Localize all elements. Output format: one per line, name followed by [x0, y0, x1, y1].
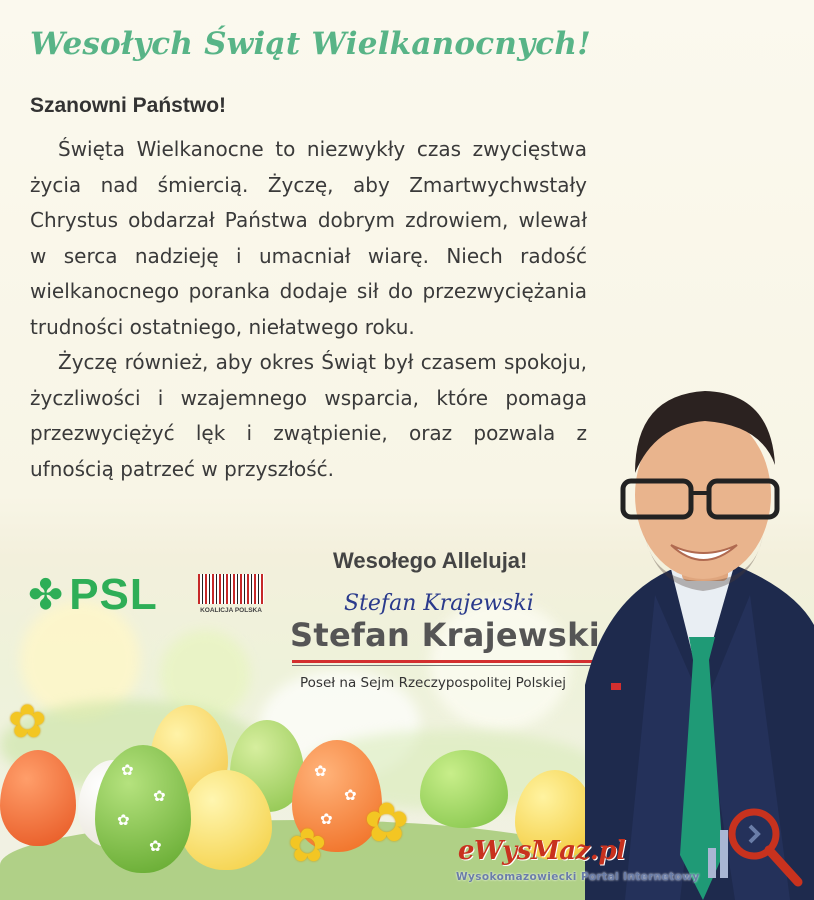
portal-watermark: eWysMaz.pl — [458, 836, 626, 866]
name-underline-red — [292, 660, 594, 663]
daffodil-icon: ✿ — [288, 818, 327, 872]
daffodil-icon: ✿ — [8, 694, 47, 748]
signer-role: Poseł na Sejm Rzeczypospolitej Polskiej — [300, 675, 567, 691]
clover-icon: ✤ — [28, 570, 64, 619]
closing-wish: Wesołego Alleluja! — [333, 548, 528, 573]
salutation: Szanowni Państwo! — [30, 94, 227, 117]
koalicja-polska-text: KOALICJA POLSKA — [200, 607, 262, 614]
greeting-paragraph-1: Święta Wielkanocne to niezwykły czas zwycięstwa życia nad śmiercią. Życzę, aby Zmartwychwstały Chrystus obdarzał Państwa dobrym zdrowiem, wlewał w serca nadzieję i umacniał wiarę. Niech radość wielkanocnego poranka dodaje sił do przezwyciężania trudności ostatniego, niełatwego roku. — [30, 137, 587, 339]
barcode-icon — [198, 574, 264, 604]
psl-logo-text: PSL — [69, 570, 158, 619]
greeting-paragraph-2: Życzę również, aby okres Świąt był czasem spokoju, życzliwości i wzajemnego wsparcia, które pomaga przezwyciężyć lęk i zwątpienie, oraz pozwala z ufnością patrzeć w przyszłość. — [30, 350, 587, 481]
koalicja-polska-logo — [197, 574, 265, 614]
name-underline-grey — [292, 665, 594, 666]
signature-text: Stefan Krajewski — [344, 591, 534, 616]
headline: Wesołych Świąt Wielkanocnych! — [30, 26, 591, 62]
psl-logo — [28, 570, 158, 620]
orange-egg: ✿ ✿ ✿ — [292, 740, 382, 852]
magnifier-icon — [706, 800, 806, 892]
daffodil-icon: ✿ — [364, 791, 410, 854]
signer-name: Stefan Krajewski — [290, 616, 600, 654]
green-egg-front: ✿ ✿ ✿ ✿ — [95, 745, 191, 873]
handwritten-signature — [342, 584, 557, 620]
greeting-body — [30, 132, 587, 487]
portal-tagline: Wysokomazowiecki Portal Internetowy — [456, 871, 700, 883]
